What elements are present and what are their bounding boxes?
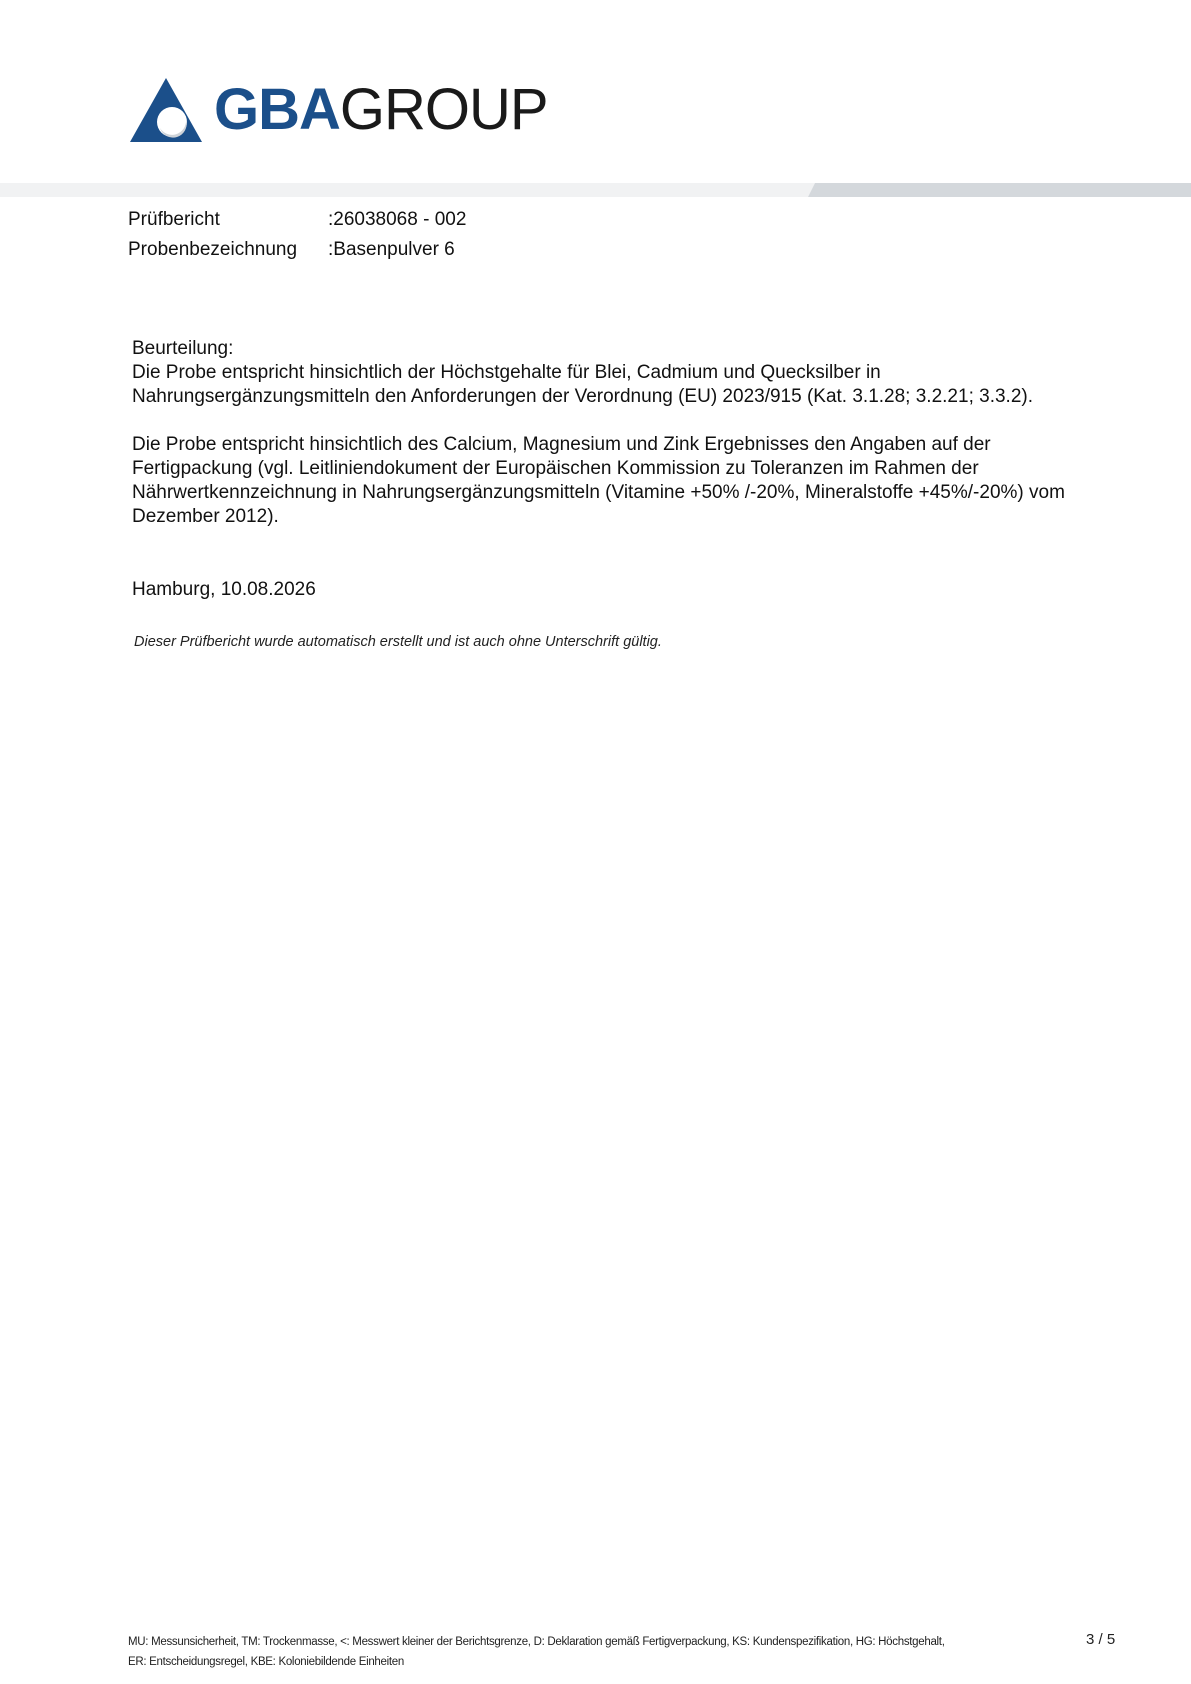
auto-generated-note: Dieser Prüfbericht wurde automatisch erstellt und ist auch ohne Unterschrift gültig. <box>134 634 662 650</box>
logo-text-gba: GBA <box>214 77 340 142</box>
footer-legend-line-1: MU: Messunsicherheit, TM: Trockenmasse, <: Messwert kleiner der Berichtsgrenze, D: Deklaration gemäß Fertigverpackung, KS: Kundenspezifikation, HG: Höchstgehalt, <box>128 1636 945 1648</box>
logo-triangle-icon <box>130 78 202 142</box>
footer-legend-line-2: ER: Entscheidungsregel, KBE: Koloniebildende Einheiten <box>128 1656 404 1668</box>
assessment-heading: Beurteilung: <box>132 338 234 359</box>
assessment-paragraph-1: Die Probe entspricht hinsichtlich der Höchstgehalte für Blei, Cadmium und Quecksilber in Nahrungsergänzungsmitteln den Anforderungen der Verordnung (EU) 2023/915 (Kat. 3.1.28; 3.2.21; 3.3.2). <box>132 362 1033 407</box>
header-divider-band <box>0 183 1191 197</box>
logo-text-group: GROUP <box>339 77 548 142</box>
report-number-label: Prüfbericht <box>128 209 220 230</box>
company-logo <box>130 74 560 146</box>
sample-name-value: :Basenpulver 6 <box>328 239 455 260</box>
place-date: Hamburg, 10.08.2026 <box>132 579 316 600</box>
logo-wordmark <box>214 74 548 146</box>
sample-name-label: Probenbezeichnung <box>128 239 298 260</box>
report-number-value: :26038068 - 002 <box>328 209 467 230</box>
page-number: 3 / 5 <box>1086 1631 1116 1648</box>
footer-legend <box>128 1632 945 1672</box>
assessment-paragraph-2: Die Probe entspricht hinsichtlich des Calcium, Magnesium und Zink Ergebnisses den Angaben auf der Fertigpackung (vgl. Leitliniendokument der Europäischen Kommission zu Toleranzen im Rahmen der Nährwertkennzeichnung in Nahrungsergänzungsmitteln (Vitamine +50% /-20%, Mineralstoffe +45%/-20%) vom Dezember 2012). <box>132 434 1065 527</box>
